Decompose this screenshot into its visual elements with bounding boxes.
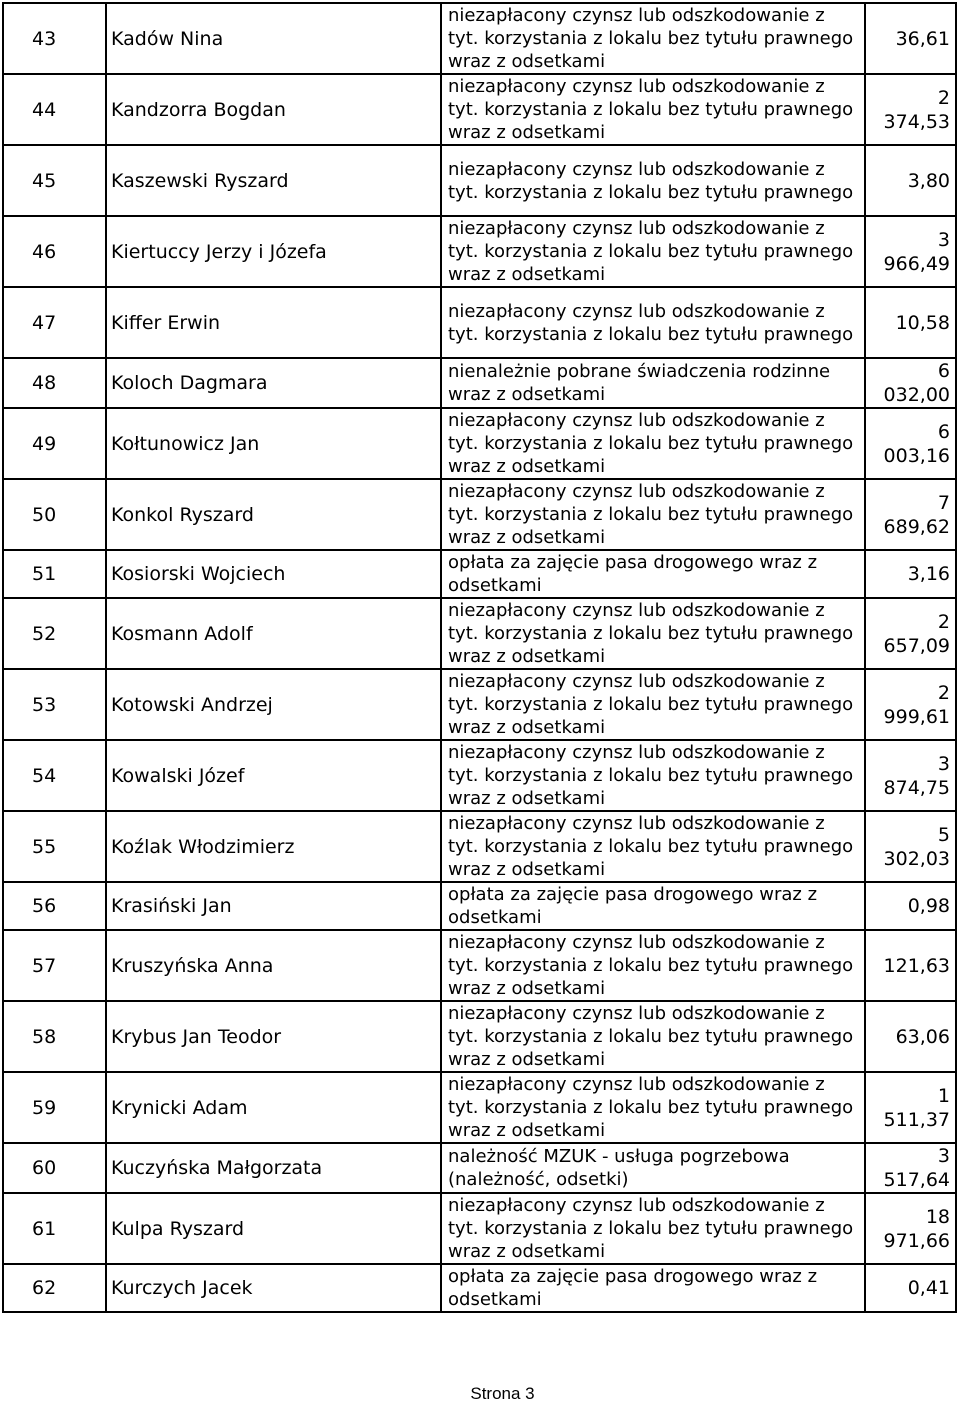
row-number: 44 [3,74,106,145]
debt-description: opłata za zajęcie pasa drogowego wraz z odsetkami [441,1264,865,1312]
row-number: 50 [3,479,106,550]
row-number: 47 [3,287,106,358]
debt-description: niezapłacony czynsz lub odszkodowanie z tyt. korzystania z lokalu bez tytułu prawnego wraz z odsetkami [441,408,865,479]
debtor-name: Kiertuccy Jerzy i Józefa [106,216,441,287]
debt-amount: 7 689,62 [865,479,956,550]
row-number: 57 [3,930,106,1001]
table-row [3,598,956,669]
debt-amount: 3,16 [865,550,956,598]
debtors-table [2,2,957,1313]
debtor-name: Konkol Ryszard [106,479,441,550]
table-row [3,740,956,811]
row-number: 60 [3,1143,106,1193]
row-number: 43 [3,3,106,74]
debtor-name: Kulpa Ryszard [106,1193,441,1264]
debt-description: należność MZUK - usługa pogrzebowa (należność, odsetki) [441,1143,865,1193]
debt-amount: 0,41 [865,1264,956,1312]
debt-description: nienależnie pobrane świadczenia rodzinne wraz z odsetkami [441,358,865,408]
debt-amount: 121,63 [865,930,956,1001]
debt-amount: 0,98 [865,882,956,930]
row-number: 54 [3,740,106,811]
debt-description: niezapłacony czynsz lub odszkodowanie z tyt. korzystania z lokalu bez tytułu prawnego wraz z odsetkami [441,669,865,740]
table-row [3,930,956,1001]
debt-description: niezapłacony czynsz lub odszkodowanie z tyt. korzystania z lokalu bez tytułu prawnego wraz z odsetkami [441,930,865,1001]
debt-description: niezapłacony czynsz lub odszkodowanie z tyt. korzystania z lokalu bez tytułu prawnego wraz z odsetkami [441,598,865,669]
debt-description: opłata za zajęcie pasa drogowego wraz z odsetkami [441,550,865,598]
debt-description: niezapłacony czynsz lub odszkodowanie z tyt. korzystania z lokalu bez tytułu prawnego wraz z odsetkami [441,1072,865,1143]
debt-description: niezapłacony czynsz lub odszkodowanie z tyt. korzystania z lokalu bez tytułu prawnego [441,287,865,358]
page-number: Strona 3 [470,1384,535,1403]
debtor-name: Koźlak Włodzimierz [106,811,441,882]
debt-amount: 3 966,49 [865,216,956,287]
debtor-name: Krynicki Adam [106,1072,441,1143]
debt-amount: 10,58 [865,287,956,358]
row-number: 46 [3,216,106,287]
debtor-name: Koloch Dagmara [106,358,441,408]
row-number: 53 [3,669,106,740]
row-number: 49 [3,408,106,479]
debtor-name: Kaszewski Ryszard [106,145,441,216]
row-number: 56 [3,882,106,930]
table-row [3,669,956,740]
debt-amount: 1 511,37 [865,1072,956,1143]
debt-amount: 3 517,64 [865,1143,956,1193]
debt-description: niezapłacony czynsz lub odszkodowanie z tyt. korzystania z lokalu bez tytułu prawnego [441,145,865,216]
debt-amount: 18 971,66 [865,1193,956,1264]
debt-amount: 6 003,16 [865,408,956,479]
debtor-name: Krybus Jan Teodor [106,1001,441,1072]
row-number: 48 [3,358,106,408]
row-number: 51 [3,550,106,598]
debt-description: niezapłacony czynsz lub odszkodowanie z tyt. korzystania z lokalu bez tytułu prawnego wraz z odsetkami [441,740,865,811]
debtor-name: Kandzorra Bogdan [106,74,441,145]
debt-description: niezapłacony czynsz lub odszkodowanie z tyt. korzystania z lokalu bez tytułu prawnego wraz z odsetkami [441,811,865,882]
row-number: 45 [3,145,106,216]
debtor-name: Kosiorski Wojciech [106,550,441,598]
table-row [3,358,956,408]
table-row [3,1001,956,1072]
debt-amount: 5 302,03 [865,811,956,882]
debt-amount: 6 032,00 [865,358,956,408]
row-number: 59 [3,1072,106,1143]
debtor-name: Kruszyńska Anna [106,930,441,1001]
debt-description: niezapłacony czynsz lub odszkodowanie z tyt. korzystania z lokalu bez tytułu prawnego wraz z odsetkami [441,1001,865,1072]
row-number: 62 [3,1264,106,1312]
debt-amount: 2 374,53 [865,74,956,145]
debtor-name: Kowalski Józef [106,740,441,811]
debt-description: niezapłacony czynsz lub odszkodowanie z tyt. korzystania z lokalu bez tytułu prawnego wraz z odsetkami [441,74,865,145]
table-row [3,287,956,358]
debtor-name: Kotowski Andrzej [106,669,441,740]
row-number: 52 [3,598,106,669]
debt-description: niezapłacony czynsz lub odszkodowanie z tyt. korzystania z lokalu bez tytułu prawnego wraz z odsetkami [441,479,865,550]
table-row [3,479,956,550]
debt-description: niezapłacony czynsz lub odszkodowanie z tyt. korzystania z lokalu bez tytułu prawnego wraz z odsetkami [441,3,865,74]
table-row [3,3,956,74]
debtor-name: Kosmann Adolf [106,598,441,669]
debtor-name: Kiffer Erwin [106,287,441,358]
row-number: 61 [3,1193,106,1264]
debtor-name: Kuczyńska Małgorzata [106,1143,441,1193]
table-row [3,550,956,598]
debt-description: niezapłacony czynsz lub odszkodowanie z tyt. korzystania z lokalu bez tytułu prawnego wraz z odsetkami [441,216,865,287]
table-row [3,882,956,930]
table-row [3,811,956,882]
page-footer [0,1384,960,1404]
table-row [3,1193,956,1264]
debt-description: opłata za zajęcie pasa drogowego wraz z odsetkami [441,882,865,930]
table-row [3,1072,956,1143]
debt-amount: 2 657,09 [865,598,956,669]
debt-amount: 2 999,61 [865,669,956,740]
debt-description: niezapłacony czynsz lub odszkodowanie z tyt. korzystania z lokalu bez tytułu prawnego wraz z odsetkami [441,1193,865,1264]
debt-amount: 3 874,75 [865,740,956,811]
debtor-name: Kołtunowicz Jan [106,408,441,479]
table-row [3,1264,956,1312]
row-number: 58 [3,1001,106,1072]
row-number: 55 [3,811,106,882]
debt-amount: 36,61 [865,3,956,74]
debt-amount: 3,80 [865,145,956,216]
table-row [3,216,956,287]
debtor-name: Krasiński Jan [106,882,441,930]
debtor-name: Kurczych Jacek [106,1264,441,1312]
table-row [3,74,956,145]
table-row [3,1143,956,1193]
table-row [3,145,956,216]
table-row [3,408,956,479]
debtor-name: Kadów Nina [106,3,441,74]
debt-amount: 63,06 [865,1001,956,1072]
